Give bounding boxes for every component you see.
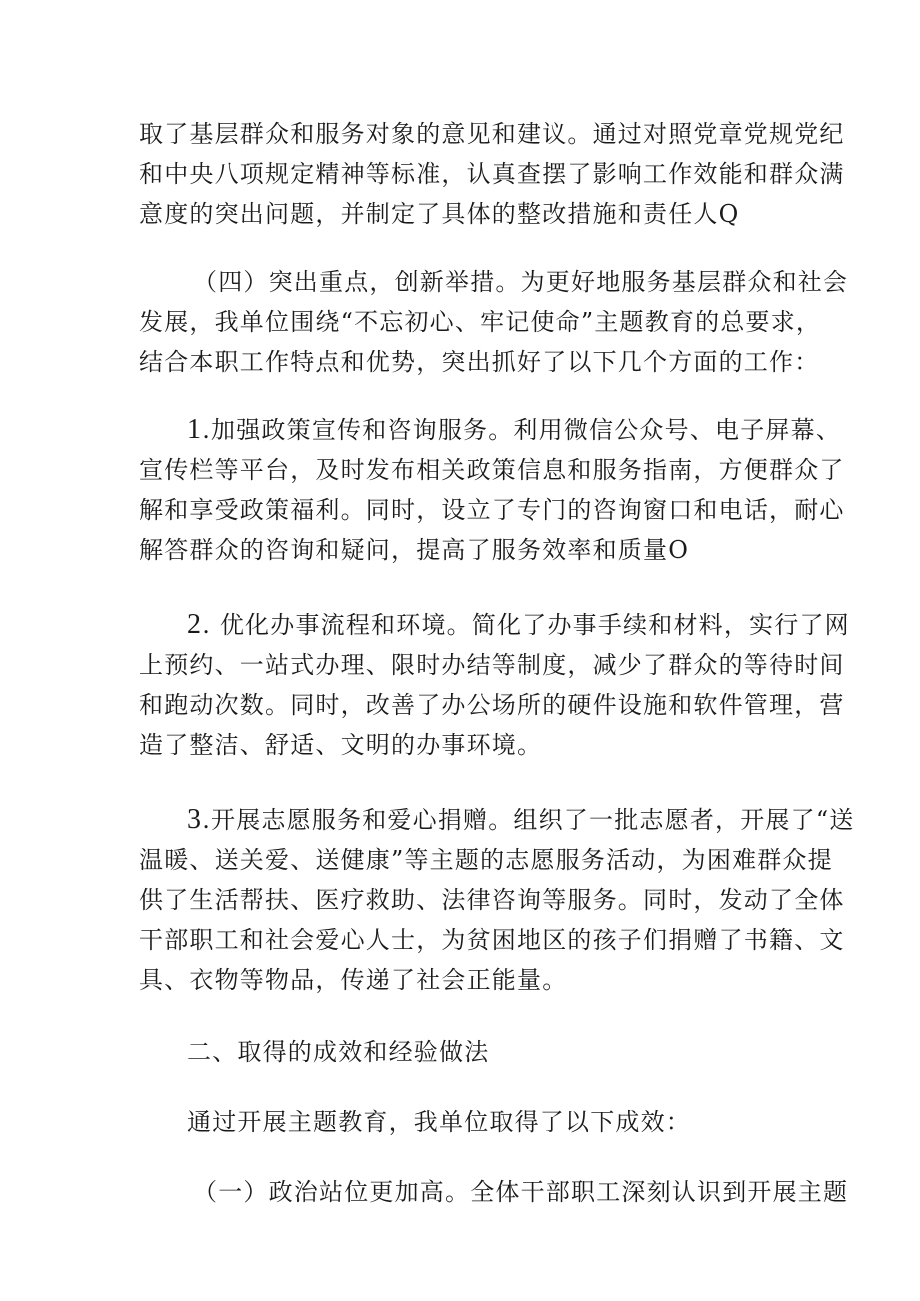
paragraph-line: 结合本职工作特点和优势，突出抓好了以下几个方面的工作： bbox=[139, 348, 820, 376]
paragraph-line: （四）突出重点，创新举措。为更好地服务基层群众和社会 bbox=[193, 268, 849, 296]
paragraph-line: 干部职工和社会爱心人士，为贫困地区的孩子们捐赠了书籍、文 bbox=[139, 926, 845, 954]
paragraph-line: 解答群众的咨询和疑问，提高了服务效率和质量O bbox=[139, 536, 690, 564]
paragraph-line: 解和享受政策福利。同时，设立了专门的咨询窗口和电话，耐心 bbox=[139, 496, 845, 524]
paragraph-line: 具、衣物等物品，传递了社会正能量。 bbox=[139, 966, 568, 994]
paragraph-line: 供了生活帮扶、医疗救助、法律咨询等服务。同时，发动了全体 bbox=[139, 886, 845, 914]
paragraph-line: 发展，我单位围绕“不忘初心、牢记使命”主题教育的总要求， bbox=[139, 308, 822, 336]
paragraph-section-four bbox=[139, 262, 849, 382]
subsection-one-line: （一）政治站位更加高。全体干部职工深刻认识到开展主题 bbox=[193, 1178, 849, 1206]
item-number: 1 bbox=[187, 414, 203, 445]
intro-line: 通过开展主题教育，我单位取得了以下成效： bbox=[187, 1108, 691, 1136]
paragraph-line: .开展志愿服务和爱心捐赠。组织了一批志愿者，开展了“送 bbox=[202, 806, 855, 834]
paragraph-line: 上预约、一站式办理、限时办结等制度，减少了群众的等待时间 bbox=[139, 651, 845, 679]
item-number: 3 bbox=[187, 804, 203, 835]
paragraph-line: 造了整洁、舒适、文明的办事环境。 bbox=[139, 731, 543, 759]
paragraph-line: 意度的突出问题，并制定了具体的整改措施和责任人Q bbox=[139, 200, 740, 228]
paragraph-line: 和跑动次数。同时，改善了办公场所的硬件设施和软件管理，营 bbox=[139, 691, 845, 719]
paragraph-line: 温暖、送关爱、送健康”等主题的志愿服务活动，为困难群众提 bbox=[139, 846, 833, 874]
section-heading: 二、取得的成效和经验做法 bbox=[187, 1038, 490, 1066]
list-item-3 bbox=[139, 800, 855, 1000]
list-item-1 bbox=[139, 410, 845, 570]
list-item-2 bbox=[139, 605, 850, 765]
paragraph-continuation bbox=[139, 114, 845, 234]
paragraph-line: 取了基层群众和服务对象的意见和建议。通过对照党章党规党纪 bbox=[139, 120, 845, 148]
paragraph-line: 和中央八项规定精神等标准，认真查摆了影响工作效能和群众满 bbox=[139, 160, 845, 188]
item-number: 2 bbox=[187, 609, 203, 640]
paragraph-line: . 优化办事流程和环境。简化了办事手续和材料，实行了网 bbox=[202, 611, 850, 639]
paragraph-line: .加强政策宣传和咨询服务。利用微信公众号、电子屏幕、 bbox=[202, 416, 842, 444]
paragraph-line: 宣传栏等平台，及时发布相关政策信息和服务指南，方便群众了 bbox=[139, 456, 845, 484]
